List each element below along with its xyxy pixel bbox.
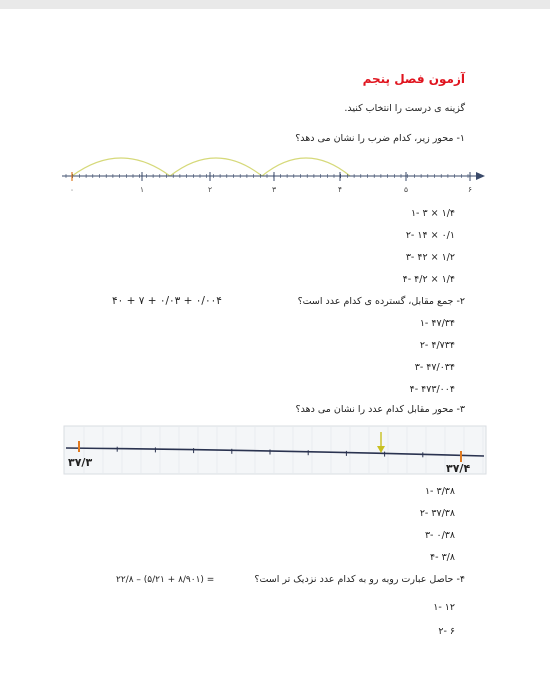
axis-label-5: ۵	[403, 185, 409, 194]
photo-frame	[64, 426, 486, 474]
q4-option-1[interactable]: ۱- ۱۲	[433, 602, 455, 613]
axis-label-4: ۴	[337, 185, 343, 194]
question-1-text: ۱- محور زیر، کدام ضرب را نشان می دهد؟	[295, 133, 465, 144]
q4-expression: ۲۲/۸ – (۵/۲۱ + ۸/۹۰۱) =	[116, 575, 215, 585]
q2-option-2[interactable]: ۲- ۴/۷۳۴	[419, 340, 455, 351]
q3-left-label: ۳۷/۳	[68, 456, 93, 469]
question-3-text: ۳- محور مقابل کدام عدد را نشان می دهد؟	[295, 404, 465, 415]
q3-option-4[interactable]: ۴- ۳/۸	[430, 552, 455, 563]
axis-label-1: ۱	[139, 185, 145, 194]
q4-option-2[interactable]: ۲- ۶	[438, 626, 455, 637]
q2-option-1[interactable]: ۱- ۴۷/۳۴	[419, 318, 455, 329]
q2-option-4[interactable]: ۴- ۴۷۳/۰۰۴	[409, 384, 455, 395]
q1-option-1[interactable]: ۱- ۳ × ۱/۴	[410, 208, 455, 219]
q3-option-3[interactable]: ۳- ۰/۳۸	[424, 530, 455, 541]
q2-option-3[interactable]: ۳- ۴۷/۰۳۴	[414, 362, 455, 373]
question-2-text: ۲- جمع مقابل، گسترده ی کدام عدد است؟	[297, 296, 465, 307]
q3-option-2[interactable]: ۲- ۳۷/۳۸	[419, 508, 455, 519]
axis-label-6: ۶	[467, 185, 473, 194]
q1-option-3[interactable]: ۳- ۴۲ × ۱/۲	[405, 252, 455, 263]
q1-option-4[interactable]: ۴- ۴/۲ × ۱/۴	[402, 274, 455, 285]
axis-label-2: ۲	[207, 185, 213, 194]
question-4-text: ۴- حاصل عبارت روبه رو به کدام عدد نزدیک تر است؟	[254, 574, 465, 585]
axis-label-0: ۰	[69, 185, 75, 194]
q3-option-1[interactable]: ۱- ۳/۳۸	[424, 486, 455, 497]
instruction-text: گزینه ی درست را انتخاب کنید.	[344, 103, 465, 114]
q2-expression: ۴۰ + ۷ + ۰/۰۳ + ۰/۰۰۴	[112, 295, 222, 307]
q3-right-label: ۳۷/۴	[446, 462, 471, 475]
page-title: آزمون فصل پنجم	[362, 72, 465, 86]
axis-label-3: ۳	[271, 185, 277, 194]
q1-option-2[interactable]: ۲- ۱۴ × ۰/۱	[405, 230, 455, 241]
